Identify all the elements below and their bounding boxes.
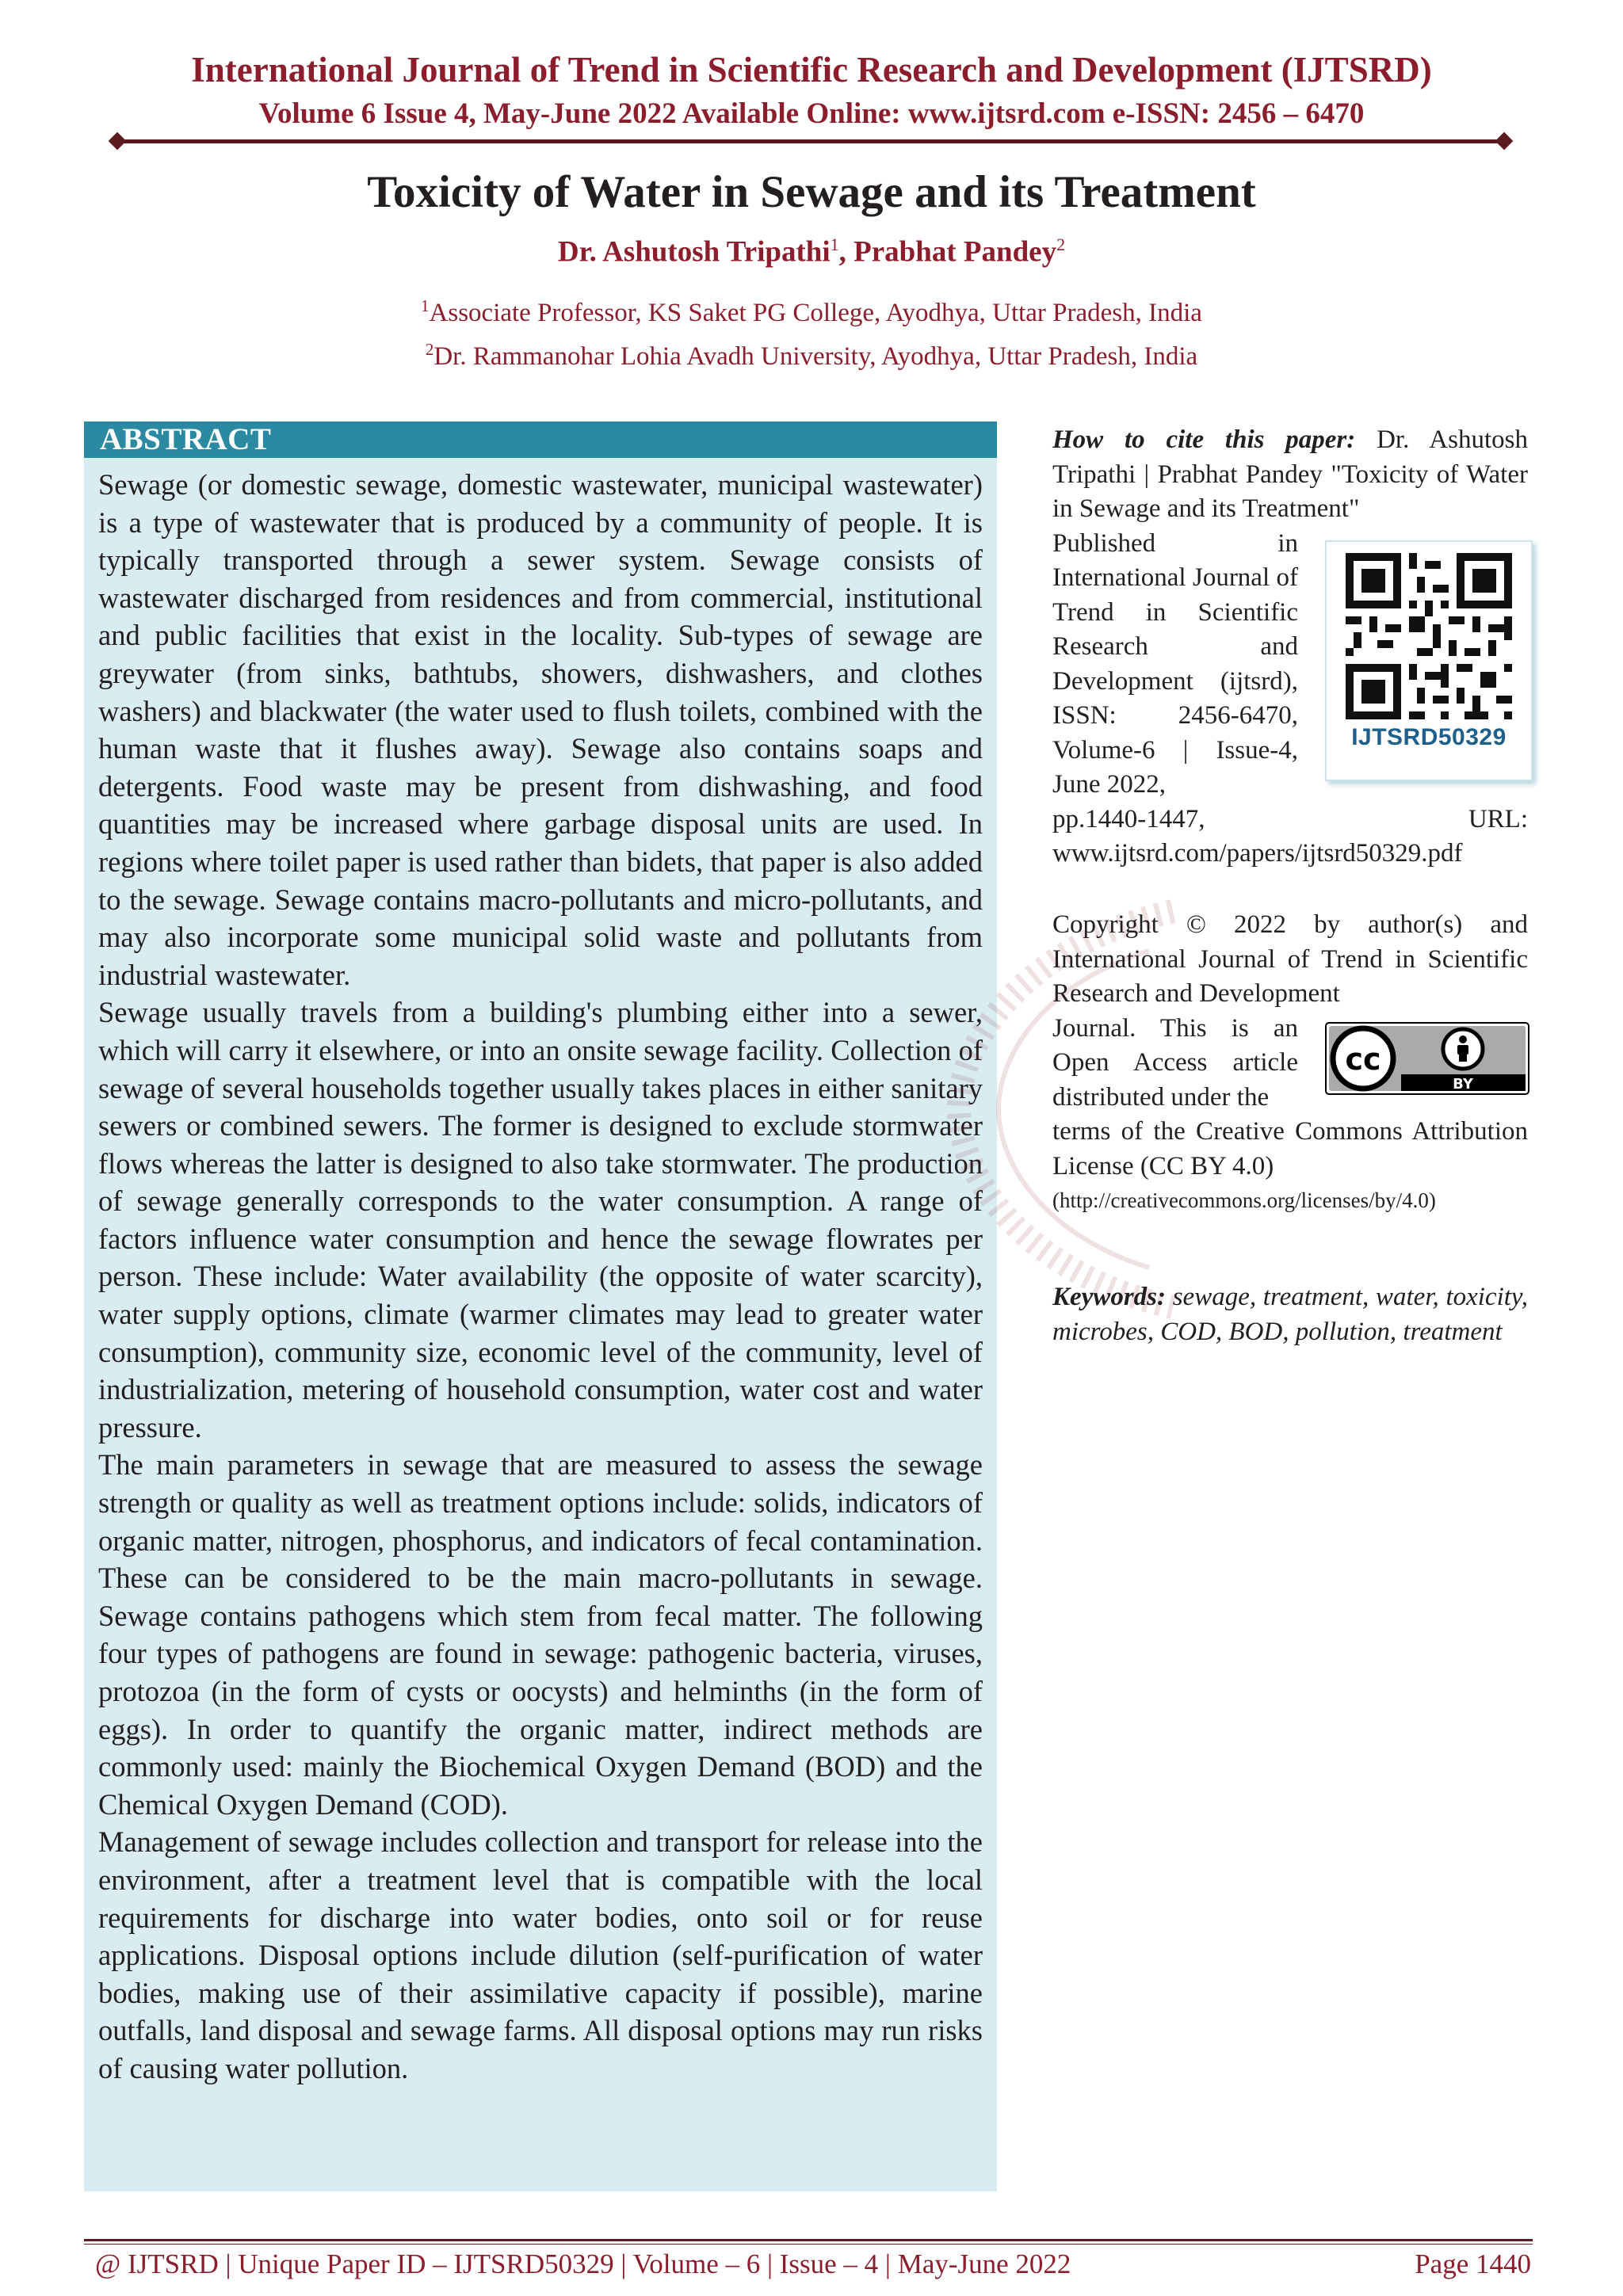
citation-colon: : [1346,425,1356,454]
abstract-paragraph: Sewage usually travels from a building's plumbing either into a sewer, which will carry it elsewhere, or into an onsite sewage facility. Collection of sewage of several households together usually takes places in either sanitary sewers or combined sewers. The former is designed to exclude stormwater flows whereas the latter is designed to also take stormwater. The production of sewage generally corresponds to the water consumption. A range of factors influence water consumption and hence the sewage flowrates per person. These include: Water availability (the opposite of water scarcity), water supply options, climate (warmer climates may lead to greater water consumption), community size, economic level of the community, level of industrialization, metering of household consumption, water cost and water pressure. [98,996,983,1444]
citation-pages: pp.1440-1447, [1052,804,1205,833]
cc-by-badge [1325,1022,1529,1095]
keywords-block [1052,1280,1528,1349]
footer-page-number: Page 1440 [1415,2248,1531,2279]
citation-text: Dr. Ashutosh Tripathi | Prabhat Pandey "Toxicity of Water in Sewage and its Treatment" [1052,425,1528,523]
footer-rule [84,2239,1533,2241]
paper-title: Toxicity of Water in Sewage and its Treatment [367,167,1256,217]
journal-subtitle: Volume 6 Issue 4, May-June 2022 Available Online: www.ijtsrd.com e-ISSN: 2456 – 6470 [258,97,1365,130]
citation-url-label: URL: [1468,804,1528,833]
citation-label: How to cite this paper [1052,425,1347,454]
abstract-paragraph: Management of sewage includes collection and transport for release into the environment, after a treatment level that is compatible with the local requirements for discharge into water bodies, onto soil or for reuse applications. Disposal options include dilution (self-purification of water bodies, making use of their assimilative capacity if possible), marine outfalls, land disposal and sewage farms. All disposal options may run risks of causing water pollution. [98,1825,983,2084]
header-rule [117,139,1503,143]
affiliation-1-mark: 1 [421,296,430,315]
author-separator: , [838,235,854,269]
abstract-box [84,458,997,2191]
author-2: Prabhat Pandey [854,235,1057,269]
citation-url[interactable]: www.ijtsrd.com/papers/ijtsrd50329.pdf [1052,839,1463,868]
journal-title: International Journal of Trend in Scientific Research and Development (IJTSRD) [191,50,1432,90]
affiliation-1-text: Associate Professor, KS Saket PG College, Ayodhya, Uttar Pradesh, India [429,299,1202,327]
paper-id-label: IJTSRD50329 [1351,724,1507,750]
abstract-heading: ABSTRACT [84,421,997,458]
svg-text:cc: cc [1345,1042,1381,1077]
copyright-license: terms of the Creative Commons Attribution License (CC BY 4.0) [1052,1117,1528,1180]
license-url[interactable]: (http://creativecommons.org/licenses/by/4.0) [1052,1188,1436,1212]
affiliation-2 [0,340,1623,372]
abstract-paragraph: Sewage (or domestic sewage, domestic wastewater, municipal wastewater) is a type of wastewater that is produced by a community of people. It is typically transported through a sewer system. Sewage consists of wastewater discharged from residences and from commercial, institutional and public facilities that exist in the locality. Sub-types of sewage are greywater (from sinks, bathtubs, showers, dishwashers, and clothes washers) and blackwater (the water used to flush toilets, combined with the human waste that it flushes away). Sewage also contains soaps and detergents. Food waste may be present from dishwashing, and food quantities may be increased where garbage disposal units are used. In regions where toilet paper is used rather than bidets, that paper is also added to the sewage. Sewage contains macro-pollutants and micro-pollutants, and may also incorporate some municipal solid waste and pollutants from industrial wastewater. [98,468,983,991]
cc-by-label: BY [1453,1076,1473,1093]
affiliation-1 [0,296,1623,328]
abstract-paragraph: The main parameters in sewage that are measured to assess the sewage strength or quality as well as treatment options include: solids, indicators of organic matter, nitrogen, phosphorus, and indicators of fecal contamination. These can be considered to be the main macro-pollutants in sewage. Sewage contains pathogens which stem from fecal matter. The following four types of pathogens are found in sewage: pathogenic bacteria, viruses, protozoa (in the form of cysts or oocysts) and helminths (in the form of eggs). In order to quantify the organic matter, indirect methods are commonly used: mainly the Biochemical Oxygen Demand (BOD) and the Chemical Oxygen Demand (COD). [98,1448,983,1821]
qr-code-image [1346,553,1512,719]
author-1: Dr. Ashutosh Tripathi [557,235,831,269]
affiliation-2-mark: 2 [425,340,434,359]
qr-code-card [1325,540,1533,781]
footer-paper-info: @ IJTSRD | Unique Paper ID – IJTSRD50329 | Volume – 6 | Issue – 4 | May-June 2022 [95,2248,1071,2279]
keywords-label: Keywords: [1052,1283,1166,1311]
author-1-mark: 1 [830,235,839,254]
citation-publication: Published in International Journal of Trend in Scientific Research and Development (ijtsrd), ISSN: 2456-6470, Volume-6 | Issue-4, June 2022, [1052,528,1298,799]
keywords-text: sewage, treatment, water, toxicity, microbes, COD, BOD, pollution, treatment [1052,1283,1528,1346]
copyright-open-access: Journal. This is an Open Access article distributed under the [1052,1013,1298,1112]
copyright-text: Copyright © 2022 by author(s) and International Journal of Trend in Scientific Research and Development [1052,910,1528,1008]
author-2-mark: 2 [1056,235,1066,254]
footer-rule-thin [84,2244,1533,2245]
rule-right-diamond [1495,132,1514,151]
affiliation-2-text: Dr. Rammanohar Lohia Avadh University, Ayodhya, Uttar Pradesh, India [433,342,1198,371]
author-line [0,235,1623,269]
